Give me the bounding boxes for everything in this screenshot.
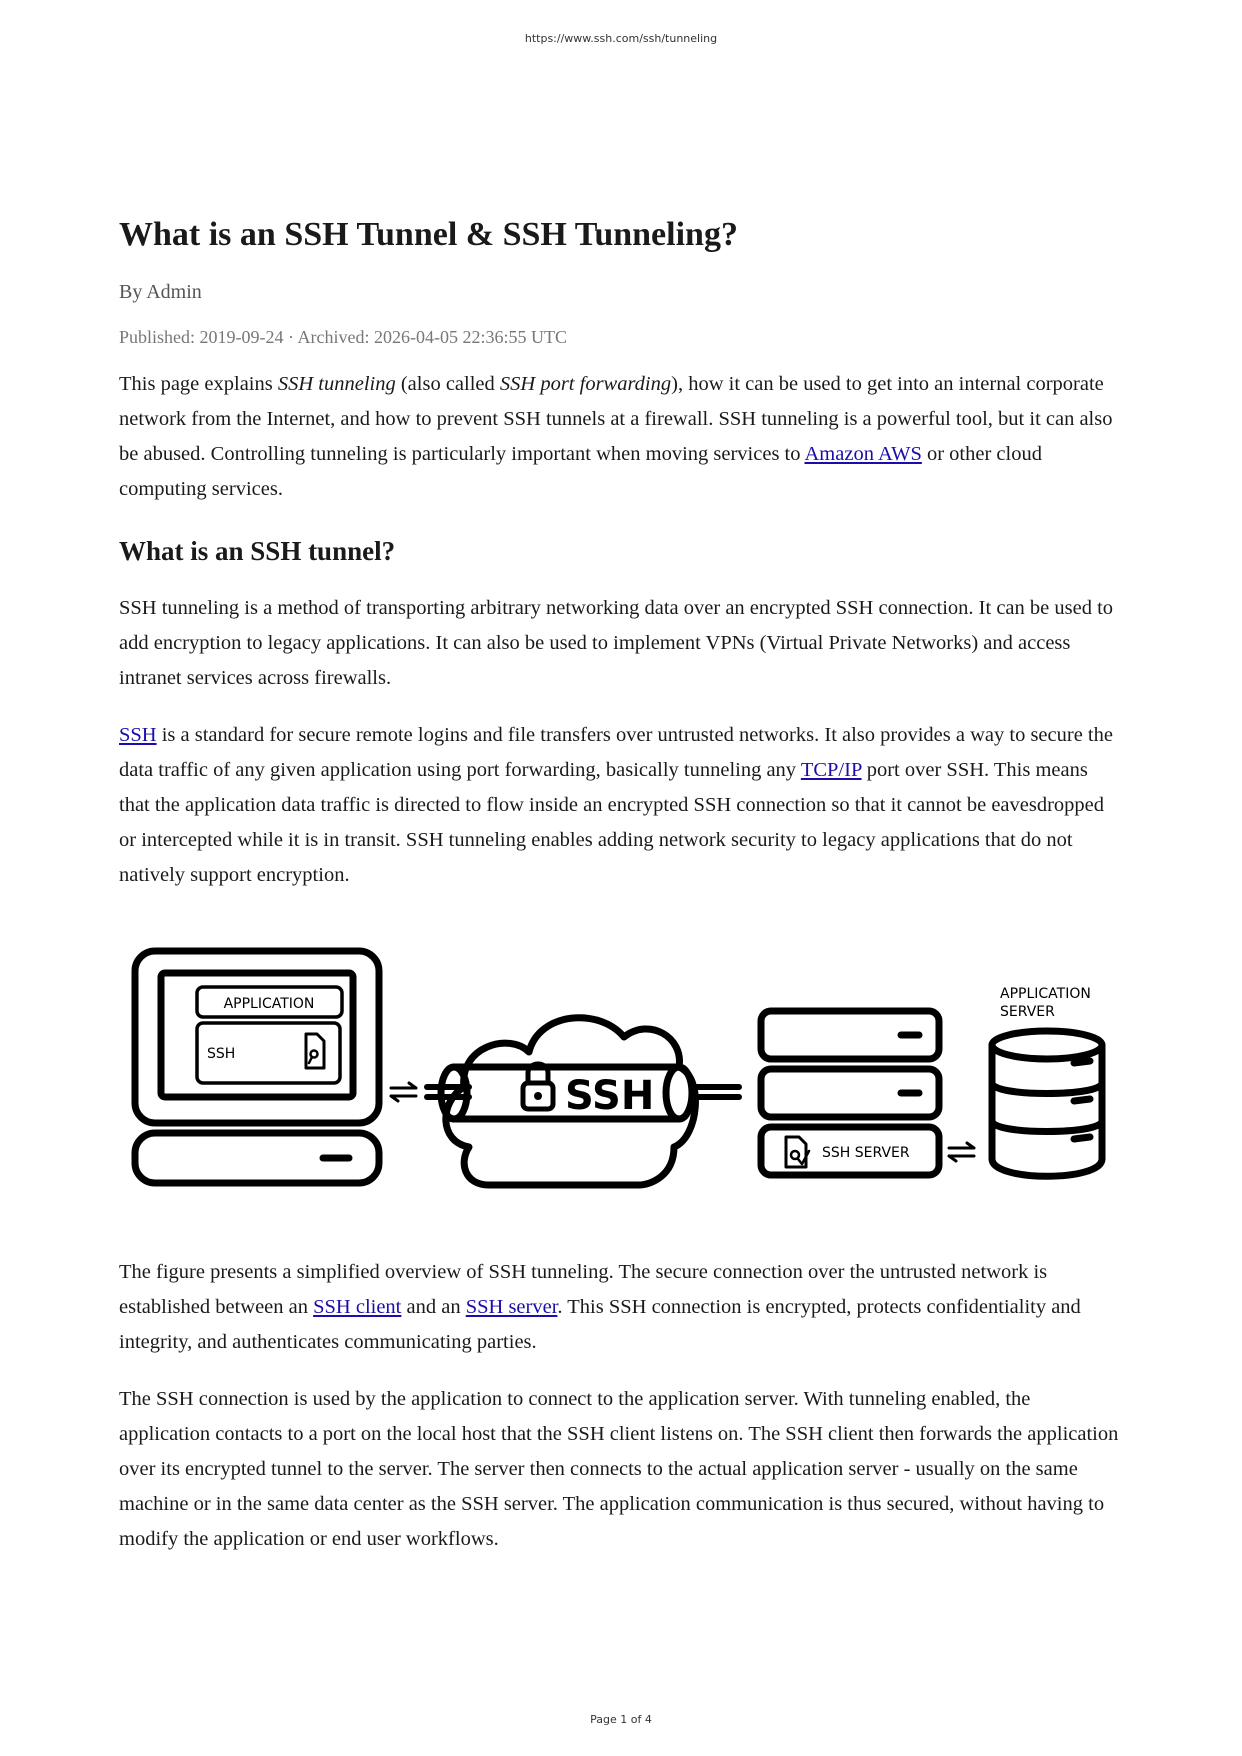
byline: By Admin [119,281,202,303]
intro-text-3: ), how it can be used to get into an internal corporate network from the Internet, and how to prevent SSH tunnels at a firewall. SSH tunneling is a powerful tool, but it can also be abused. Controlling tunneling is particularly important when moving services to [119,373,1113,465]
fig-p1-text-1: The figure presents a simplified overview of SSH tunneling. The secure connection over the untrusted network is established between an [119,1261,1048,1318]
section-heading: What is an SSH tunnel? [119,536,396,566]
publish-meta: Published: 2019-09-24 · Archived: 2026-04-05 22:36:55 UTC [119,327,567,347]
tunnel-paragraph-1: SSH tunneling is a method of transporting arbitrary networking data over an encrypted SSH connection. It can be used to add encryption to legacy applications. It can also be used to implement VPNs (Virtual Private Networks) and access intranet services across firewalls. [119,597,1114,689]
tunnel-paragraph-2 [119,718,1119,893]
tunnel-p2-text-2: port over SSH. This means that the application data traffic is directed to flow inside an encrypted SSH connection so that it cannot be eavesdropped or intercepted while it is in transit. SSH tunneling enables adding network security to legacy applications that do not natively support encryption. [119,759,1105,886]
diagram-application-label: APPLICATION [223,996,315,1012]
diagram-ssh-client-label: SSH [207,1046,236,1062]
diagram-app-server-label-1: APPLICATION [1000,986,1091,1002]
intro-paragraph [119,367,1119,507]
ssh-server-link[interactable]: SSH server [465,1296,558,1318]
server-arrows-icon [949,1143,974,1161]
intro-text-4: or other cloud computing services. [119,443,1042,500]
ssh-client-link[interactable]: SSH client [313,1296,402,1318]
diagram-tunnel-label: SSH [565,1073,655,1119]
client-screen [161,973,353,1097]
intro-text-2: (also called [395,373,500,395]
page-number: Page 1 of 4 [590,1713,652,1726]
amazon-aws-link[interactable]: Amazon AWS [804,443,922,465]
figure-paragraph-1 [119,1255,1119,1360]
tcp-ip-link[interactable]: TCP/IP [800,759,862,781]
intro-text-1: This page explains [119,373,278,395]
ssh-tunnel-diagram [119,937,1119,1197]
page-url: https://www.ssh.com/ssh/tunneling [524,32,718,45]
figure-paragraph-2: The SSH connection is used by the application to connect to the application server. With tunneling enabled, the application contacts to a port on the local host that the SSH client listens on. The SSH client then forwards the application over its encrypted tunnel to the server. The server then connects to the actual application server - usually on the same machine or in the same data center as the SSH server. The application communication is thus secured, without having to modify the application or end user workflows. [119,1388,1119,1550]
ssh-link[interactable]: SSH [119,724,157,746]
fig-p1-text-3: . This SSH connection is encrypted, protects confidentiality and integrity, and authenticates communicating parties. [119,1296,1081,1353]
intro-emphasis-2: SSH port forwarding [499,373,672,395]
client-arrows-icon [391,1083,416,1101]
tunnel-p2-text-1: is a standard for secure remote logins and file transfers over untrusted networks. It also provides a way to secure the data traffic of any given application using port forwarding, basically tunneling any [119,724,1113,781]
page-title: What is an SSH Tunnel & SSH Tunneling? [119,216,738,253]
diagram-ssh-server-label: SSH SERVER [822,1145,910,1161]
intro-emphasis-1: SSH tunneling [277,373,396,395]
fig-p1-text-2: and an [401,1296,466,1318]
article [119,214,1119,1557]
diagram-svg [119,937,1119,1197]
diagram-app-server-label-2: SERVER [1000,1004,1055,1020]
